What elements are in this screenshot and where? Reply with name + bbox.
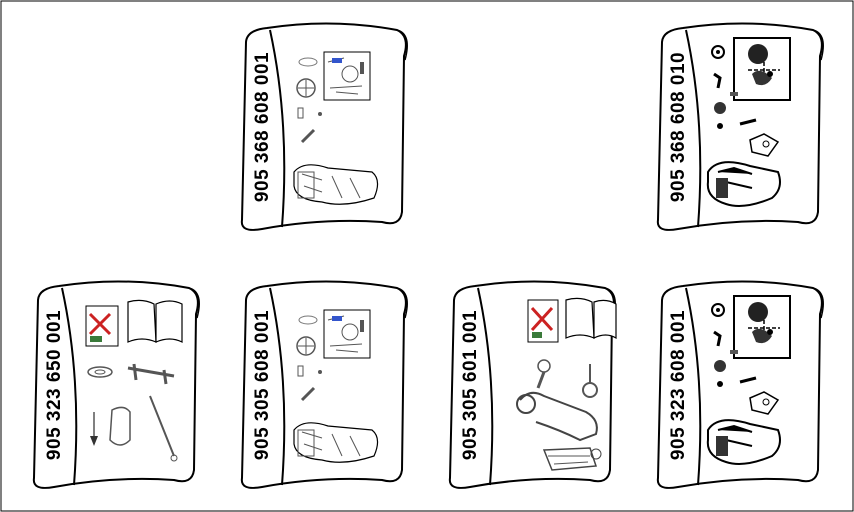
kit-bag: [658, 281, 823, 487]
kit-bag: [658, 23, 823, 229]
part-number-label: 905 323 650 001: [44, 309, 65, 461]
part-number-label: 905 305 601 001: [460, 309, 481, 461]
part-number-label: 905 305 608 001: [252, 309, 273, 461]
kit-bag: [34, 281, 199, 487]
part-number-label: 905 368 608 001: [252, 51, 273, 203]
kit-bag: [242, 23, 407, 229]
kit-bag: [242, 281, 407, 487]
part-number-label: 905 368 608 010: [668, 51, 689, 203]
kit-bag: [450, 281, 616, 487]
part-number-label: 905 323 608 001: [668, 309, 689, 461]
